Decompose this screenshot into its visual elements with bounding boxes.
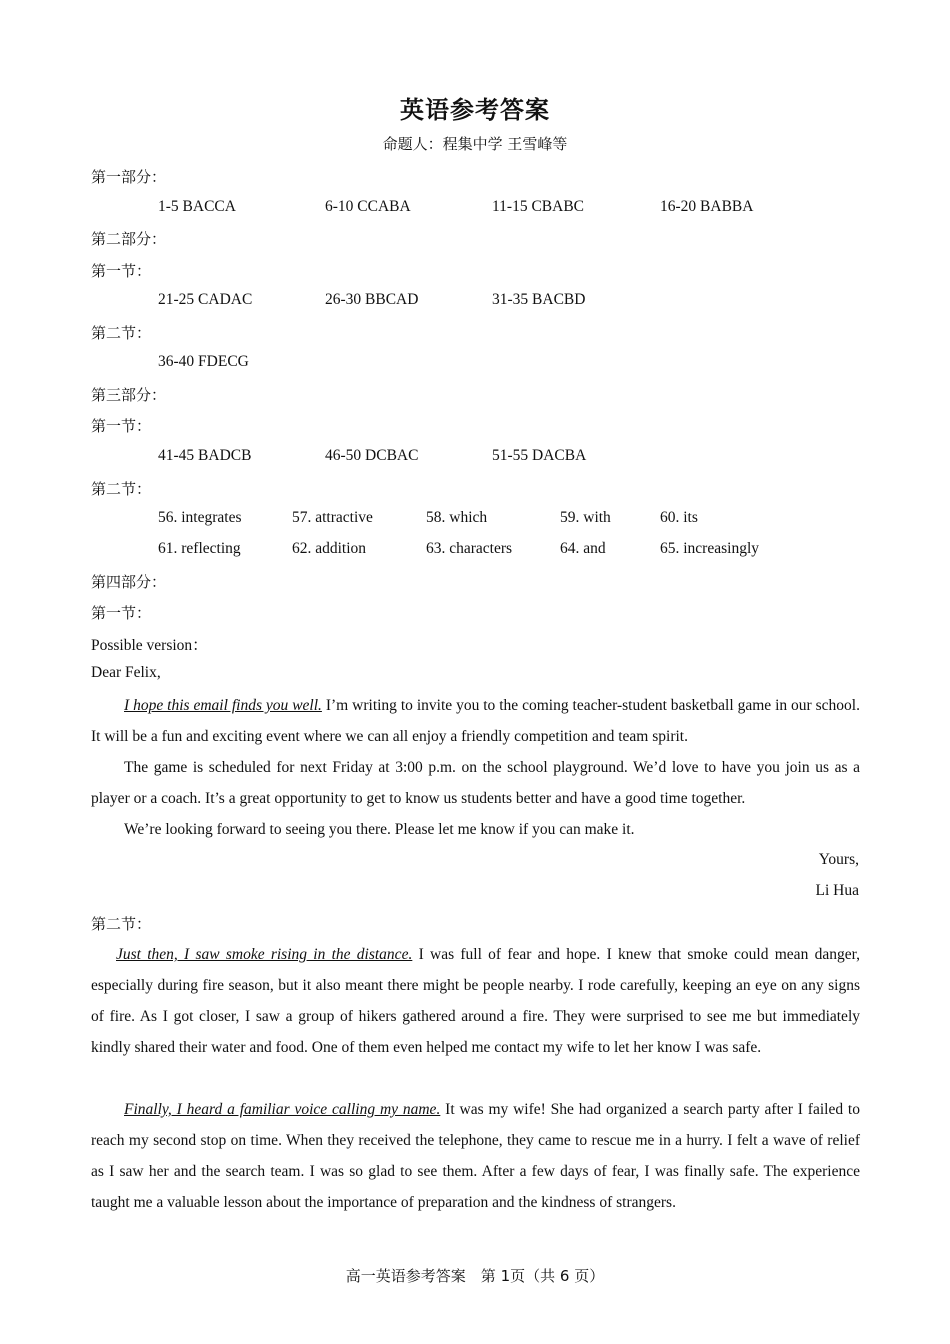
letter-signature: Li Hua bbox=[815, 882, 859, 899]
answer-group: 26-30 BBCAD bbox=[325, 291, 419, 308]
story-paragraph-1 bbox=[91, 939, 860, 1063]
story-paragraph-2 bbox=[91, 1094, 860, 1218]
answer-group: 1-5 BACCA bbox=[158, 198, 236, 215]
salutation: Dear Felix, bbox=[91, 664, 161, 681]
underlined-sentence: I hope this email finds you well. bbox=[124, 697, 322, 714]
blank-answer: 63. characters bbox=[426, 540, 513, 557]
part3-sec2-heading: 第二节： bbox=[91, 480, 152, 498]
underlined-sentence: Just then, I saw smoke rising in the distance. bbox=[116, 946, 413, 963]
answer-group: 6-10 CCABA bbox=[325, 198, 411, 215]
part1-heading: 第一部分： bbox=[91, 168, 167, 186]
answer-group: 46-50 DCBAC bbox=[325, 447, 419, 464]
blank-answer: 61. reflecting bbox=[158, 540, 241, 557]
part3-heading: 第三部分： bbox=[91, 386, 167, 404]
paragraph-text: I’m writing to invite you to the coming teacher-student basketball game in our school. It will be a fun and exciting event where we can all enjoy a friendly competition and team spirit. bbox=[91, 697, 860, 745]
part2-sec1-heading: 第一节： bbox=[91, 262, 152, 280]
part3-sec1-heading: 第一节： bbox=[91, 417, 152, 435]
answer-group: 16-20 BABBA bbox=[660, 198, 754, 215]
answer-group: 36-40 FDECG bbox=[158, 353, 249, 370]
blank-answer: 60. its bbox=[660, 509, 698, 526]
part2-sec2-heading: 第二节： bbox=[91, 324, 152, 342]
underlined-sentence: Finally, I heard a familiar voice calling my name. bbox=[124, 1101, 441, 1118]
answer-group: 21-25 CADAC bbox=[158, 291, 253, 308]
blank-answer: 58. which bbox=[426, 509, 488, 526]
part4-sec1-heading: 第一节： bbox=[91, 604, 152, 622]
paragraph-text: I was full of fear and hope. I knew that smoke could mean danger, especially during fire season, but it also meant there might be people nearby. I rode carefully, keeping an eye on any signs of fire. As I got closer, I saw a group of hikers gathered around a fire. They were surprised to see me but immediately kindly shared their water and food. One of them even helped me contact my wife to let her know I was safe. bbox=[91, 946, 860, 1056]
blank-answer: 64. and bbox=[560, 540, 606, 557]
part4-heading: 第四部分： bbox=[91, 573, 167, 591]
version-label: Possible version： bbox=[91, 637, 208, 654]
letter-closing: Yours, bbox=[818, 851, 859, 868]
answer-group: 41-45 BADCB bbox=[158, 447, 252, 464]
page-footer: 高一英语参考答案 第 1页（共 6 页） bbox=[345, 1267, 605, 1285]
blank-answer: 56. integrates bbox=[158, 509, 242, 526]
letter-paragraph-2: The game is scheduled for next Friday at 3:00 p.m. on the school playground. We’d love to have you join us as a player or a coach. It’s a great opportunity to get to know us students better and have a good time together. bbox=[91, 759, 860, 807]
answer-group: 11-15 CBABC bbox=[492, 198, 585, 215]
letter-paragraph-3: We’re looking forward to seeing you there. Please let me know if you can make it. bbox=[124, 821, 635, 838]
page-title: 英语参考答案 bbox=[400, 96, 550, 124]
author-line: 命题人：程集中学 王雪峰等 bbox=[382, 135, 568, 153]
blank-answer: 62. addition bbox=[292, 540, 367, 557]
paragraph-text: It was my wife! She had organized a search party after I failed to reach my second stop on time. When they received the telephone, they came to rescue me in a hurry. I felt a wave of relief as I saw her and the search team. I was so glad to see them. After a few days of fear, I was finally safe. The experience taught me a valuable lesson about the importance of preparation and the kindness of strangers. bbox=[91, 1101, 860, 1211]
blank-answer: 65. increasingly bbox=[660, 540, 760, 557]
answer-group: 31-35 BACBD bbox=[492, 291, 586, 308]
letter-paragraph-1 bbox=[91, 690, 860, 752]
blank-answer: 57. attractive bbox=[292, 509, 373, 526]
part4-sec2-heading: 第二节： bbox=[91, 915, 152, 933]
answer-group: 51-55 DACBA bbox=[492, 447, 587, 464]
part2-heading: 第二部分： bbox=[91, 230, 167, 248]
blank-answer: 59. with bbox=[560, 509, 611, 526]
